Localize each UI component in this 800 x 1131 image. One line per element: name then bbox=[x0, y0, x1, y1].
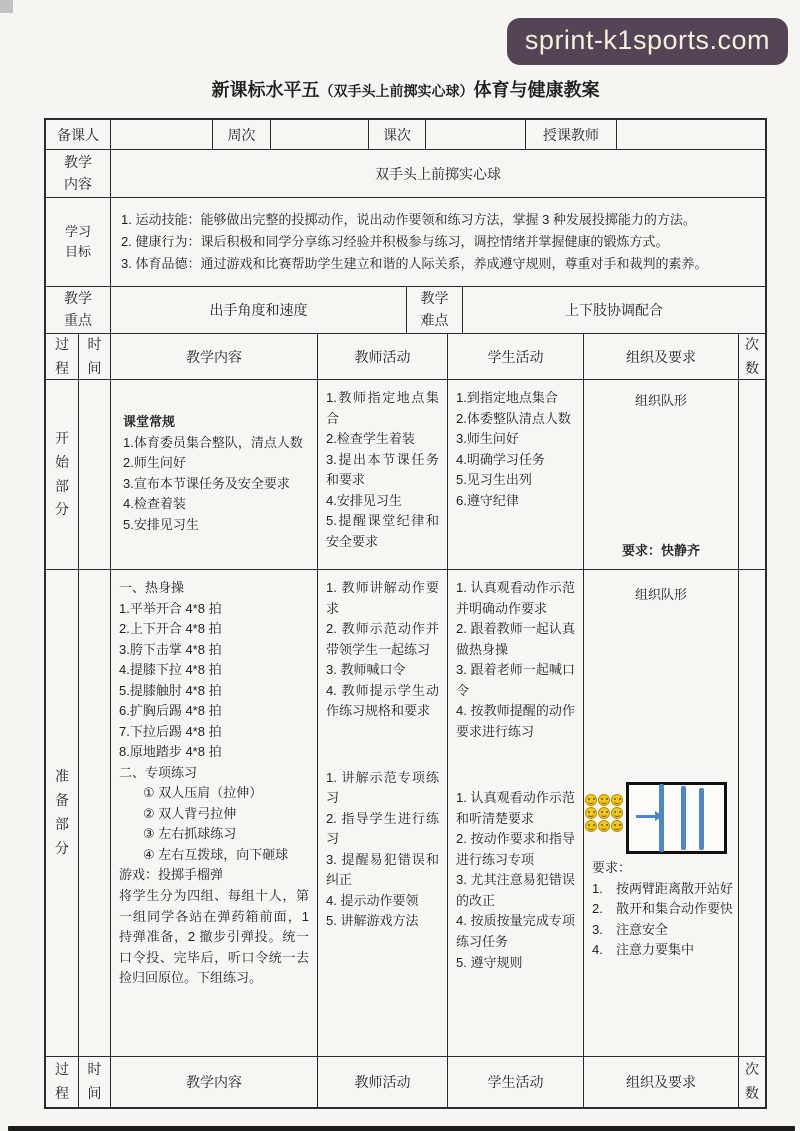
prep-time-cell bbox=[79, 570, 111, 1056]
key-point-label-text: 教学重点 bbox=[63, 290, 92, 328]
process-footer-row bbox=[46, 1057, 765, 1107]
objectives-row bbox=[46, 198, 765, 287]
warmup-item: 4.提膝下拉 4*8 拍 bbox=[119, 662, 222, 678]
header-process bbox=[46, 334, 79, 379]
student-smiley-icon bbox=[611, 807, 623, 819]
lane-line bbox=[681, 786, 686, 850]
prep-student-item: 5. 遵守规则 bbox=[456, 954, 523, 970]
watermark-badge bbox=[507, 18, 788, 65]
student-smiley-icon bbox=[611, 820, 623, 832]
requirement-text: 注意安全 bbox=[616, 921, 669, 937]
opening-times-cell bbox=[739, 380, 765, 569]
teaching-content-row bbox=[46, 150, 765, 198]
opening-content-item: 1.体育委员集合整队，清点人数 bbox=[123, 434, 303, 450]
header-process-text: 过程 bbox=[54, 335, 69, 376]
prep-person-field bbox=[111, 120, 213, 149]
bottom-scan-bar bbox=[8, 1126, 795, 1131]
prep-teacher-item: 4. 教师提示学生动作练习规格和要求 bbox=[326, 682, 439, 719]
warmup-item: 8.原地踏步 4*8 拍 bbox=[119, 744, 222, 760]
prep-student-item: 4. 按教师提醒的动作要求进行练习 bbox=[456, 703, 575, 739]
requirement-number: 2. bbox=[592, 901, 603, 917]
prep-student-block2 bbox=[456, 788, 575, 973]
student-smiley-icon bbox=[585, 820, 597, 832]
requirement-item bbox=[592, 920, 734, 941]
opening-stage-label bbox=[46, 380, 79, 569]
lesson-number-label: 课次 bbox=[369, 120, 426, 149]
prep-times-cell bbox=[739, 570, 765, 1056]
prep-teacher-block1 bbox=[326, 578, 439, 722]
lane-line bbox=[659, 784, 664, 852]
week-label: 周次 bbox=[213, 120, 271, 149]
opening-teacher-item: 1.教师指定地点集合 bbox=[326, 390, 439, 426]
teaching-content-label bbox=[46, 150, 111, 197]
lesson-number-field bbox=[426, 120, 526, 149]
footer-time bbox=[79, 1057, 111, 1107]
teaching-content-label-text: 教学内容 bbox=[63, 153, 92, 192]
key-point-label bbox=[46, 287, 111, 333]
prep-organization-cell bbox=[584, 570, 739, 1056]
prep-teacher-item: 2. 指导学生进行练习 bbox=[326, 810, 439, 847]
warmup-item: 3.胯下击掌 4*8 拍 bbox=[119, 641, 222, 657]
prep-teacher-item: 1. 讲解示范专项练习 bbox=[326, 769, 439, 806]
title-prefix: 新课标水平五 bbox=[211, 80, 320, 100]
warmup-item: 2.上下开合 4*8 拍 bbox=[119, 621, 222, 637]
footer-student-activity: 学生活动 bbox=[448, 1057, 584, 1107]
lane-line bbox=[699, 788, 704, 850]
requirement-text: 注意力要集中 bbox=[616, 942, 695, 958]
scan-corner-artifact bbox=[0, 0, 13, 13]
header-content: 教学内容 bbox=[111, 334, 318, 379]
opening-student-item: 3.师生问好 bbox=[456, 431, 519, 447]
opening-teacher-item: 5.提醒课堂纪律和安全要求 bbox=[326, 513, 439, 549]
header-time-text: 时间 bbox=[87, 335, 102, 376]
header-teacher-activity: 教师活动 bbox=[318, 334, 448, 379]
process-header-row bbox=[46, 334, 765, 380]
key-point-value: 出手角度和速度 bbox=[111, 287, 407, 333]
objectives-label-text: 学习目标 bbox=[64, 223, 91, 259]
student-smiley-icon bbox=[585, 794, 597, 806]
prep-teacher-item: 3. 教师喊口令 bbox=[326, 662, 406, 678]
opening-section-row bbox=[46, 380, 765, 570]
special-item: ② 双人背弓拉伸 bbox=[143, 805, 237, 821]
week-field bbox=[271, 120, 369, 149]
prep-teacher-block2 bbox=[326, 768, 439, 932]
difficulty-label-text: 教学难点 bbox=[420, 290, 449, 328]
header-student-activity: 学生活动 bbox=[448, 334, 584, 379]
opening-teacher-item: 4.安排见习生 bbox=[326, 492, 402, 508]
title-suffix: 体育与健康教案 bbox=[473, 80, 600, 100]
footer-content: 教学内容 bbox=[111, 1057, 318, 1107]
prep-requirements-title: 要求： bbox=[592, 860, 632, 875]
prep-teacher-item: 1. 教师讲解动作要求 bbox=[326, 580, 439, 616]
prep-teacher-item: 3. 提醒易犯错误和纠正 bbox=[326, 851, 439, 888]
requirement-number: 3. bbox=[592, 921, 603, 937]
prep-content-cell bbox=[111, 570, 318, 1056]
prep-student-item: 3. 尤其注意易犯错误的改正 bbox=[456, 872, 575, 908]
prep-student-cell bbox=[448, 570, 584, 1056]
warmup-item: 6.扩胸后踢 4*8 拍 bbox=[119, 703, 222, 719]
footer-times bbox=[739, 1057, 765, 1107]
prep-teacher-item: 2. 教师示范动作并带领学生一起练习 bbox=[326, 621, 439, 657]
formation-diagram bbox=[584, 778, 738, 862]
requirement-number: 4. bbox=[592, 942, 603, 958]
prep-student-item: 1. 认真观看动作示范和听清楚要求 bbox=[456, 790, 575, 826]
game-description: 将学生分为四组、每组十人，第一组同学各站在弹药箱前面，1 持弹准备，2 撤步引弹投。统一口令投、完毕后，听口令统一去捡归回原位。下组练习。 bbox=[119, 887, 309, 986]
students-group-icons bbox=[585, 794, 623, 832]
opening-content-list bbox=[123, 433, 309, 536]
footer-teacher-activity: 教师活动 bbox=[318, 1057, 448, 1107]
prep-student-block1 bbox=[456, 578, 575, 742]
teacher-field bbox=[617, 120, 765, 149]
header-times-text: 次数 bbox=[744, 335, 759, 376]
prep-requirements-list bbox=[592, 879, 734, 961]
special-item: ① 双人压肩（拉伸） bbox=[143, 785, 263, 801]
opening-stage-text: 开始部分 bbox=[54, 429, 69, 518]
opening-teacher-item: 3.提出本节课任务和要求 bbox=[326, 451, 439, 488]
opening-content-item: 2.师生问好 bbox=[123, 455, 186, 471]
focus-row bbox=[46, 287, 765, 334]
opening-organization-cell bbox=[584, 380, 739, 569]
difficulty-label bbox=[407, 287, 463, 333]
prep-stage-text: 准备部分 bbox=[54, 768, 69, 856]
special-list bbox=[119, 783, 309, 865]
objective-item: 3. 体育品德：通过游戏和比赛帮助学生建立和谐的人际关系，养成遵守规则，尊重对手和裁判的素养。 bbox=[121, 255, 708, 271]
objective-item: 1. 运动技能：能够做出完整的投掷动作，说出动作要领和练习方法，掌握 3 种发展投掷能力的方法。 bbox=[121, 212, 696, 228]
special-section-title: 二、专项练习 bbox=[119, 764, 198, 780]
difficulty-value: 上下肢协调配合 bbox=[565, 302, 663, 318]
requirement-item bbox=[592, 899, 734, 920]
lesson-plan-table bbox=[44, 118, 767, 1109]
warmup-section-title: 一、热身操 bbox=[119, 580, 185, 595]
objective-item: 2. 健康行为：课后积极和同学分享练习经验并积极参与练习，调控情绪并掌握健康的锻炼方式。 bbox=[121, 234, 669, 250]
opening-student-item: 1.到指定地点集合 bbox=[456, 390, 558, 405]
prep-teacher-item: 5. 讲解游戏方法 bbox=[326, 913, 419, 929]
prep-teacher-item: 4. 提示动作要领 bbox=[326, 892, 419, 908]
requirement-item bbox=[592, 940, 734, 961]
title-paren: （双手头上前掷实心球） bbox=[319, 83, 474, 99]
warmup-item: 1.平举开合 4*8 拍 bbox=[119, 600, 222, 616]
prep-student-item: 2. 按动作要求和指导进行练习专项 bbox=[456, 831, 575, 867]
warmup-item: 5.提膝触肘 4*8 拍 bbox=[119, 682, 222, 698]
requirement-item bbox=[592, 879, 734, 900]
opening-teacher-cell bbox=[318, 380, 448, 569]
opening-student-item: 4.明确学习任务 bbox=[456, 451, 545, 467]
student-smiley-icon bbox=[598, 794, 610, 806]
opening-teacher-item: 2.检查学生着装 bbox=[326, 431, 415, 447]
header-time bbox=[79, 334, 111, 379]
spacer bbox=[456, 742, 575, 788]
watermark-text: sprint-k1sports.com bbox=[524, 25, 770, 55]
prep-teacher-cell bbox=[318, 570, 448, 1056]
page-title bbox=[44, 76, 767, 102]
opening-content-item: 5.安排见习生 bbox=[123, 516, 199, 532]
special-item: ④ 左右互拨球，向下砸球 bbox=[143, 846, 289, 862]
opening-organization-requirement: 要求：快静齐 bbox=[621, 543, 700, 558]
prep-organization-title: 组织队形 bbox=[634, 587, 687, 602]
opening-student-item: 5.见习生出列 bbox=[456, 472, 532, 488]
opening-content-item: 3.宣布本节课任务及安全要求 bbox=[123, 475, 290, 491]
student-smiley-icon bbox=[598, 807, 610, 819]
header-organization: 组织及要求 bbox=[584, 334, 739, 379]
header-times bbox=[739, 334, 765, 379]
opening-content-title: 课堂常规 bbox=[123, 414, 176, 429]
student-smiley-icon bbox=[611, 794, 623, 806]
requirement-number: 1. bbox=[592, 880, 603, 896]
game-title: 游戏：投掷手榴弹 bbox=[119, 867, 224, 883]
prep-student-item: 2. 跟着教师一起认真做热身操 bbox=[456, 621, 575, 657]
opening-content-cell bbox=[111, 380, 318, 569]
requirement-text: 按两臂距离散开站好 bbox=[616, 880, 734, 896]
direction-arrow-icon bbox=[636, 815, 656, 818]
opening-student-cell bbox=[448, 380, 584, 569]
student-smiley-icon bbox=[585, 807, 597, 819]
footer-times-text: 次数 bbox=[744, 1061, 759, 1101]
opening-student-item: 6.遵守纪律 bbox=[456, 492, 519, 508]
opening-student-item: 2.体委整队清点人数 bbox=[456, 410, 571, 426]
teacher-label: 授课教师 bbox=[526, 120, 617, 149]
objectives-list bbox=[111, 198, 765, 286]
objectives-label bbox=[46, 198, 111, 286]
prep-requirements bbox=[592, 858, 734, 961]
requirement-text: 散开和集合动作要快 bbox=[616, 901, 734, 917]
prep-stage-label bbox=[46, 570, 79, 1056]
footer-time-text: 时间 bbox=[87, 1061, 102, 1101]
student-smiley-icon bbox=[598, 820, 610, 832]
footer-process bbox=[46, 1057, 79, 1107]
prep-student-item: 3. 跟着老师一起喊口令 bbox=[456, 662, 575, 698]
prep-student-item: 4. 按质按量完成专项练习任务 bbox=[456, 913, 575, 949]
footer-organization: 组织及要求 bbox=[584, 1057, 739, 1107]
prep-person-label: 备课人 bbox=[46, 120, 111, 149]
opening-time-cell bbox=[79, 380, 111, 569]
warmup-list bbox=[119, 599, 309, 763]
warmup-item: 7.下拉后踢 4*8 拍 bbox=[119, 723, 222, 739]
spacer bbox=[326, 722, 439, 768]
opening-organization-title: 组织队形 bbox=[634, 393, 687, 408]
info-row bbox=[46, 120, 765, 150]
prep-student-item: 1. 认真观看动作示范并明确动作要求 bbox=[456, 580, 575, 616]
special-item: ③ 左右抓球练习 bbox=[143, 826, 237, 842]
opening-content-item: 4.检查着装 bbox=[123, 496, 186, 512]
throwing-field-box bbox=[626, 782, 727, 854]
footer-process-text: 过程 bbox=[54, 1061, 69, 1101]
teaching-content-value: 双手头上前掷实心球 bbox=[375, 165, 501, 182]
preparation-section-row bbox=[46, 570, 765, 1057]
